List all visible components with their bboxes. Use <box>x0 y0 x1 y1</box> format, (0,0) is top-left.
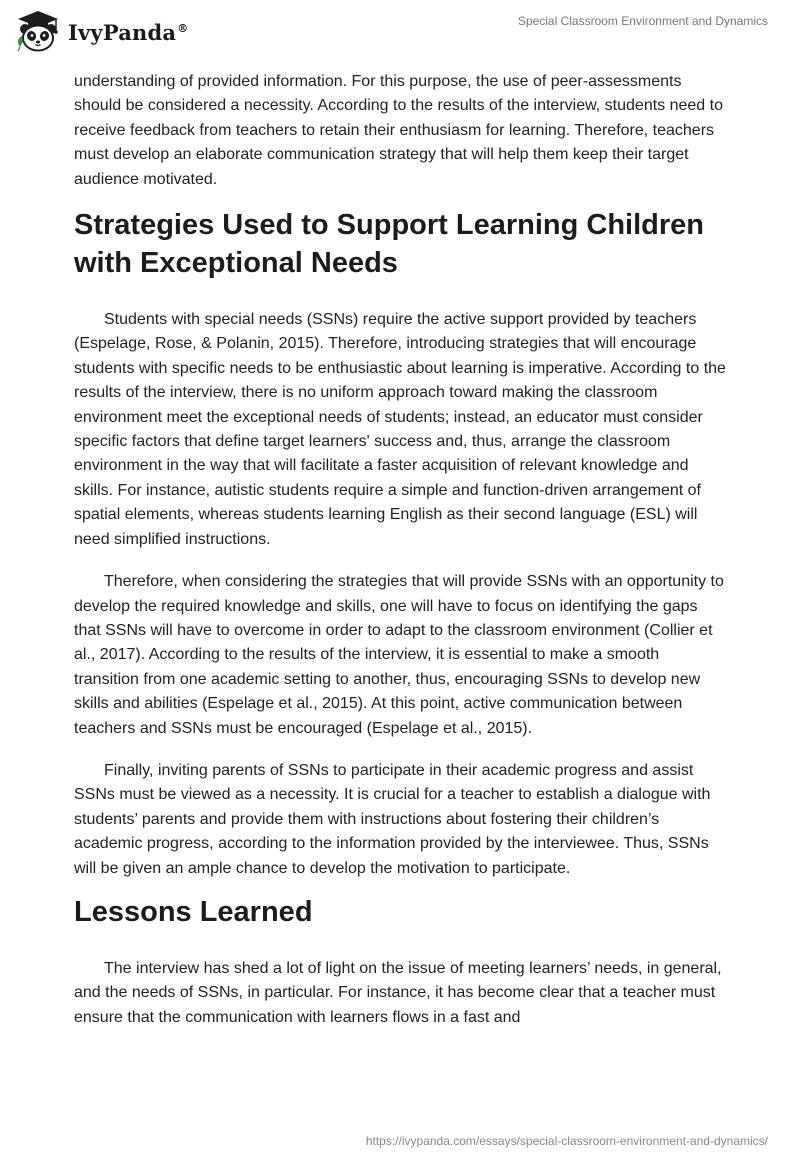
document-title: Special Classroom Environment and Dynamics <box>517 14 768 28</box>
section-heading-strategies: Strategies Used to Support Learning Children with Exceptional Needs <box>74 209 705 280</box>
paragraph: Therefore, when considering the strategies that will provide SSNs with an opportunity to develop the required knowledge and skills, one will have to focus on identifying the gaps that SSNs will have to overcome in order to adapt to the classroom environment (Collier et al., 2017). According to the results of the interview, it is essential to make a smooth transition from one academic setting to another, thus, encouraging SSNs to develop new skills and abilities (Espelage et al., 2015). At this point, active communication between teachers and SSNs must be encouraged (Espelage et al., 2015). <box>74 573 724 737</box>
logo-wordmark: IvyPanda® <box>68 19 189 45</box>
section-heading-lessons-learned: Lessons Learned <box>74 895 313 928</box>
intro-paragraph: understanding of provided information. For this purpose, the use of peer-assessments should be considered a necessity. According to the results of the interview, students need to receive feedback from teachers to retain their enthusiasm for learning. Therefore, teachers must develop an elaborate communication strategy that will help them keep their target audience motivated. <box>74 73 723 188</box>
paragraph: The interview has shed a lot of light on the issue of meeting learners’ needs, in general, and the needs of SSNs, in particular. For instance, it has become clear that a teacher must ensure that the communication with learners flows in a fast and <box>74 959 722 1026</box>
essay-content <box>74 70 728 1048</box>
page-header <box>0 0 800 62</box>
paragraph: Students with special needs (SSNs) require the active support provided by teachers (Espelage, Rose, & Polanin, 2015). Therefore, introducing strategies that will encourage students with specific needs to be enthusiastic about learning is imperative. According to the results of the interview, there is no uniform approach toward making the classroom environment meet the exceptional needs of students; instead, an educator must consider specific factors that define target learners' success and, thus, arrange the classroom environment in the way that will facilitate a faster acquisition of relevant knowledge and skills. For instance, autistic students require a simple and function-driven arrangement of spatial elements, whereas students learning English as their second language (ESL) will need simplified instructions. <box>74 311 726 548</box>
panda-graduate-icon <box>14 9 62 53</box>
ivypanda-logo[interactable] <box>14 9 188 53</box>
source-url[interactable]: https://ivypanda.com/essays/special-classroom-environment-and-dynamics/ <box>365 1134 768 1148</box>
paragraph: Finally, inviting parents of SSNs to participate in their academic progress and assist SSNs must be viewed as a necessity. It is crucial for a teacher to establish a dialogue with students’ parents and provide them with instructions about fostering their children’s academic progress, according to the information provided by the interviewee. Thus, SSNs will be given an ample chance to develop the motivation to participate. <box>74 761 711 877</box>
